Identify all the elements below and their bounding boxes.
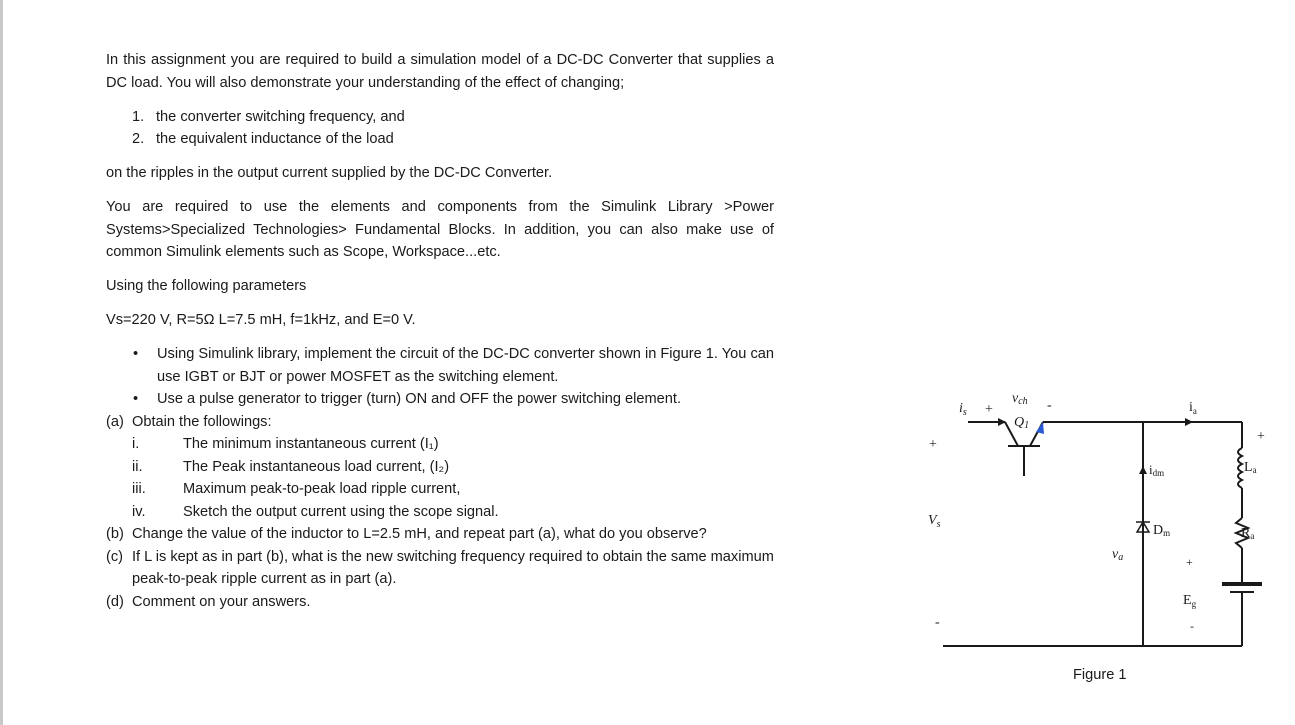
eg-minus: - (1190, 619, 1194, 633)
vs-minus: - (935, 615, 940, 630)
figure-caption: Figure 1 (1073, 667, 1127, 683)
question-a: (a) Obtain the followings: (106, 413, 272, 430)
vs-plus: + (929, 437, 937, 452)
load-plus: + (1257, 429, 1265, 444)
question-c: (c) If L is kept as in part (b), what is the new switching frequency required to obtain the same maximum peak-to-peak ripple current as in part (a). (106, 548, 774, 587)
is-label: $i_s$ (959, 401, 967, 418)
question-b: (b) Change the value of the inductor to L=2.5 mH, and repeat part (a), what do you observe? (106, 526, 707, 542)
eg-plus: + (1186, 555, 1193, 569)
eg-label: $E_g$ (1183, 593, 1197, 609)
page-left-border (0, 0, 3, 725)
la-label: La (1244, 460, 1257, 475)
task-bullets (106, 343, 774, 411)
library-paragraph: You are required to use the elements and components from the Simulink Library >Power Systems>Specialized Technologies> Fundamental Blocks. In addition, you can also make use of common Simulink elements such as Scope, Workspace...etc. (106, 199, 774, 260)
ripples-paragraph: on the ripples in the output current supplied by the DC-DC Converter. (106, 165, 553, 181)
parameters-line: Vs=220 V, R=5Ω L=7.5 mH, f=1kHz, and E=0 V. (106, 312, 416, 328)
transistor-emitter-arrow (1036, 422, 1044, 434)
vch-minus: - (1047, 398, 1052, 413)
is-current-arrow (998, 418, 1006, 426)
list-item: i. The minimum instantaneous current (I₁) (132, 436, 439, 452)
vs-label: $V_s$ (928, 513, 941, 530)
circuit-diagram (920, 380, 1295, 700)
list-item: 2. the equivalent inductance of the load (132, 131, 394, 147)
question-d: (d) Comment on your answers. (106, 593, 311, 610)
intro-paragraph: In this assignment you are required to build a simulation model of a DC-DC Converter that supplies a DC load. You will also demonstrate your understanding of the effect of changing; (106, 52, 774, 91)
assignment-text (106, 49, 774, 613)
idm-label: idm (1149, 462, 1165, 478)
ia-label: $i_a$ (1189, 400, 1197, 416)
idm-current-arrow (1139, 466, 1147, 474)
list-item: ii. The Peak instantaneous load current, (I₂) (132, 458, 450, 475)
params-intro: Using the following parameters (106, 278, 307, 294)
ra-label: Ra (1241, 526, 1255, 541)
list-item: • Using Simulink library, implement the circuit of the DC-DC converter shown in Figure 1. You can use IGBT or BJT or power MOSFET as the switching element. (133, 346, 774, 385)
list-item: iii. Maximum peak-to-peak load ripple current, (132, 481, 461, 497)
list-item: 1. the converter switching frequency, and (132, 108, 405, 125)
is-plus: + (985, 402, 993, 417)
inductor-coil (1238, 448, 1242, 488)
vch-label: vch (1012, 391, 1028, 407)
q1-label: Q1 (1014, 415, 1030, 431)
va-label: va (1112, 547, 1124, 563)
dm-label: Dm (1153, 523, 1171, 538)
list-item: iv. Sketch the output current using the scope signal. (132, 503, 499, 520)
list-item: • Use a pulse generator to trigger (turn) ON and OFF the power switching element. (133, 391, 681, 407)
ia-current-arrow (1185, 418, 1193, 426)
effects-list (106, 106, 774, 151)
